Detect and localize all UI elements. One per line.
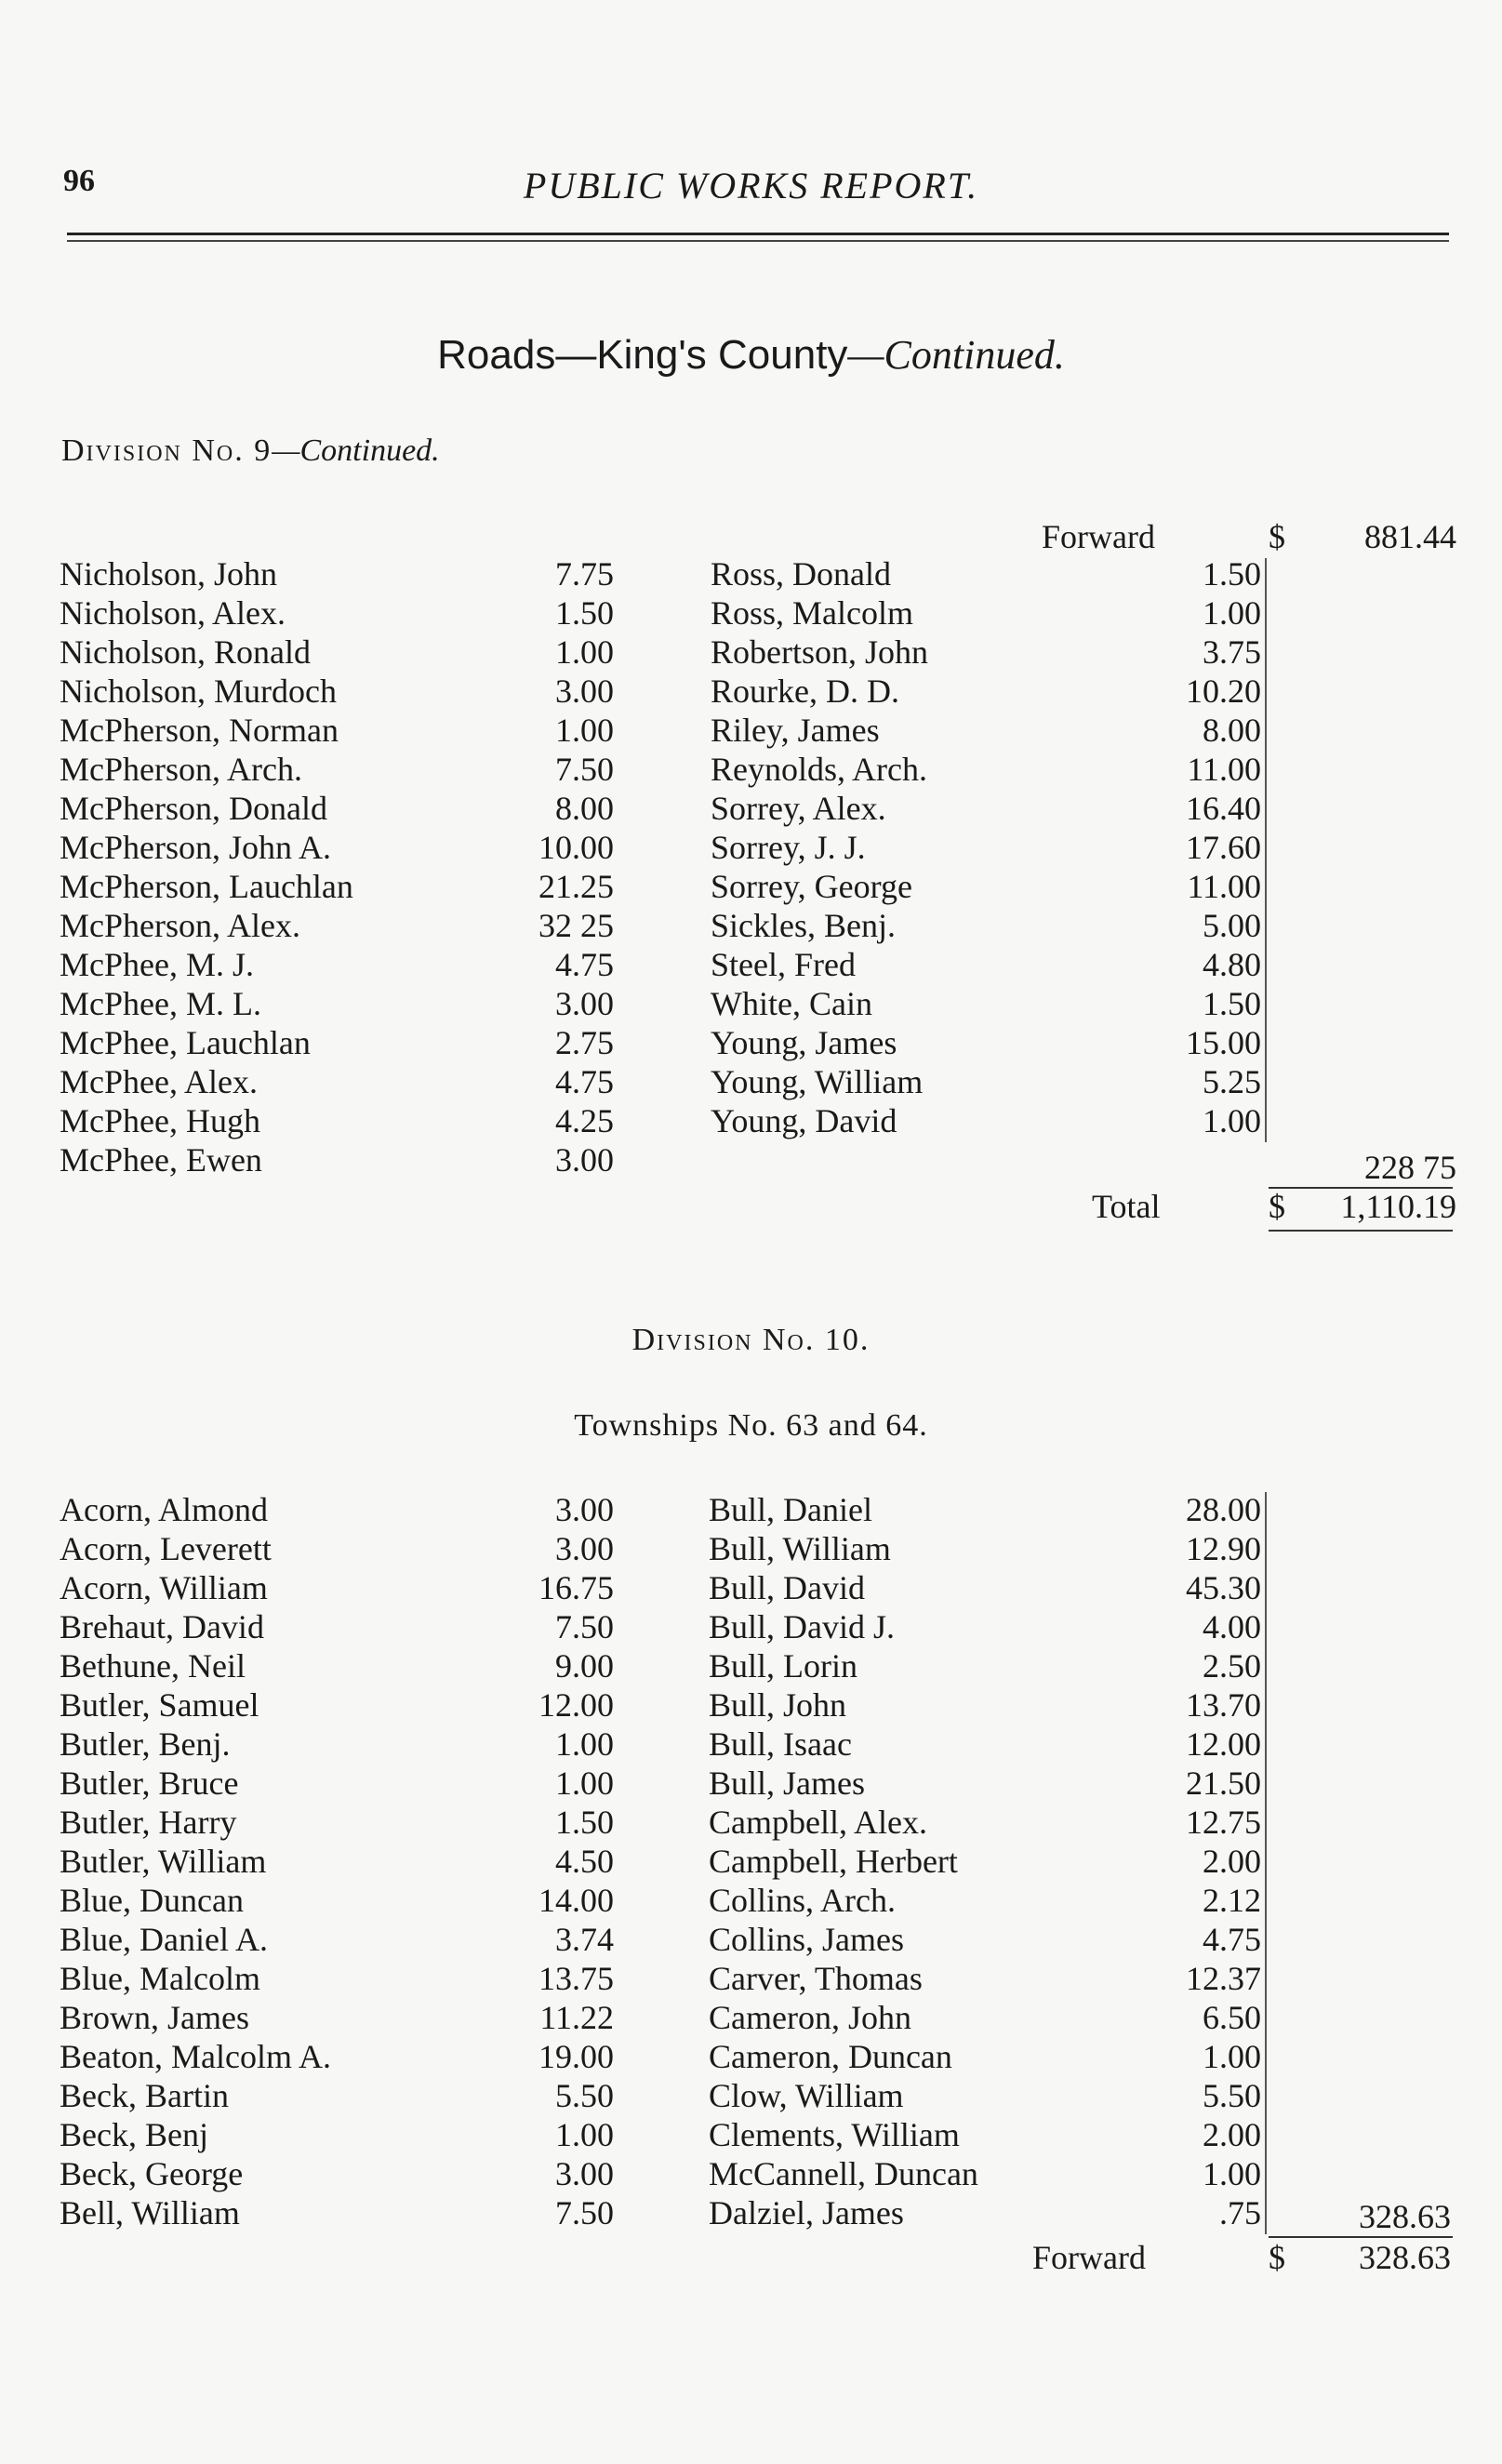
div9-column-rule — [1265, 558, 1267, 1142]
division-9-heading-text: Division No. 9 — [61, 433, 272, 468]
entry-amount: 1.00 — [1203, 2038, 1261, 2075]
entry-amount: 2.50 — [1203, 1647, 1261, 1685]
entry-name: Bull, David J. — [709, 1608, 896, 1645]
entry-amount: 2.75 — [555, 1024, 614, 1061]
entry-name: Butler, Harry — [60, 1804, 237, 1841]
entry-name: Blue, Duncan — [60, 1882, 244, 1919]
entry-name: McPhee, Alex. — [60, 1063, 258, 1100]
section-title-main: Roads—King's County — [437, 332, 848, 378]
entry-amount: 21.25 — [538, 868, 614, 905]
entry-name: Bell, William — [60, 2194, 240, 2231]
div9-total-label: Total — [1092, 1188, 1161, 1225]
division-9-heading-suffix: —Continued. — [272, 433, 440, 468]
entry-name: Nicholson, Ronald — [60, 633, 311, 671]
entry-amount: 7.50 — [555, 2194, 614, 2231]
entry-name: McPhee, M. L. — [60, 985, 261, 1022]
entry-amount: 1.00 — [555, 712, 614, 749]
entry-name: Collins, Arch. — [709, 1882, 897, 1919]
entry-name: Robertson, John — [711, 633, 928, 671]
entry-name: Nicholson, John — [60, 555, 277, 593]
entry-name: Sorrey, George — [711, 868, 912, 905]
div9-total-rule — [1269, 1230, 1453, 1232]
entry-name: Bethune, Neil — [60, 1647, 246, 1685]
entry-amount: 1.00 — [555, 2116, 614, 2153]
div10-forward-amount: 328.63 — [1359, 2239, 1451, 2276]
entry-name: Campbell, Alex. — [709, 1804, 927, 1841]
entry-name: McPhee, Lauchlan — [60, 1024, 311, 1061]
entry-amount: 4.25 — [555, 1102, 614, 1139]
entry-amount: 3.75 — [1203, 633, 1261, 671]
entry-amount: 1.00 — [555, 1725, 614, 1763]
entry-name: Nicholson, Murdoch — [60, 673, 337, 710]
div9-forward-amount: 881.44 — [1364, 518, 1456, 555]
div9-forward-label: Forward — [1042, 518, 1155, 555]
entry-amount: 8.00 — [555, 790, 614, 827]
entry-name: Acorn, Leverett — [60, 1530, 272, 1567]
entry-amount: 16.75 — [538, 1569, 614, 1606]
entry-name: Cameron, Duncan — [709, 2038, 952, 2075]
entry-amount: 2.00 — [1203, 2116, 1261, 2153]
entry-amount: 3.00 — [555, 1491, 614, 1528]
entry-name: Sickles, Benj. — [711, 907, 896, 944]
entry-amount: 6.50 — [1203, 1999, 1261, 2036]
entry-amount: 12.75 — [1186, 1804, 1261, 1841]
entry-name: Young, William — [711, 1063, 924, 1100]
entry-name: McPherson, Norman — [60, 712, 339, 749]
entry-amount: 4.75 — [555, 946, 614, 983]
entry-name: Sorrey, J. J. — [711, 829, 866, 866]
div10-forward-dollar: $ — [1269, 2239, 1285, 2276]
entry-name: Bull, David — [709, 1569, 865, 1606]
entry-name: Sorrey, Alex. — [711, 790, 886, 827]
entry-name: Butler, Benj. — [60, 1725, 231, 1763]
entry-name: Nicholson, Alex. — [60, 594, 286, 632]
entry-name: Brown, James — [60, 1999, 249, 2036]
entry-name: Bull, Daniel — [709, 1491, 872, 1528]
entry-amount: 17.60 — [1186, 829, 1261, 866]
entry-name: Acorn, William — [60, 1569, 268, 1606]
entry-amount: 4.00 — [1203, 1608, 1261, 1645]
div9-subtotal: 228 75 — [1364, 1149, 1456, 1186]
entry-name: Carver, Thomas — [709, 1960, 923, 1997]
entry-name: Reynolds, Arch. — [711, 751, 927, 788]
entry-amount: 7.75 — [555, 555, 614, 593]
div9-total-dollar: $ — [1269, 1188, 1285, 1225]
entry-amount: 1.00 — [1203, 594, 1261, 632]
entry-name: McPherson, Donald — [60, 790, 327, 827]
entry-amount: 12.00 — [538, 1686, 614, 1724]
entry-amount: 11.00 — [1187, 868, 1261, 905]
entry-amount: 5.25 — [1203, 1063, 1261, 1100]
entry-amount: 10.00 — [538, 829, 614, 866]
div9-total-amount: 1,110.19 — [1340, 1188, 1456, 1225]
entry-amount: 5.00 — [1203, 907, 1261, 944]
entry-name: Rourke, D. D. — [711, 673, 899, 710]
entry-name: McPhee, M. J. — [60, 946, 254, 983]
entry-name: White, Cain — [711, 985, 872, 1022]
entry-name: Young, David — [711, 1102, 897, 1139]
entry-amount: 16.40 — [1186, 790, 1261, 827]
entry-name: Ross, Malcolm — [711, 594, 914, 632]
entry-amount: 13.75 — [538, 1960, 614, 1997]
entry-amount: .75 — [1219, 2194, 1261, 2231]
entry-name: Riley, James — [711, 712, 880, 749]
entry-name: Ross, Donald — [711, 555, 892, 593]
entry-amount: 3.00 — [555, 985, 614, 1022]
header-rule — [67, 233, 1449, 235]
entry-name: McPherson, Arch. — [60, 751, 302, 788]
entry-name: Beck, Benj — [60, 2116, 208, 2153]
entry-name: McCannell, Duncan — [709, 2155, 978, 2192]
entry-name: Bull, James — [709, 1765, 865, 1802]
section-title — [0, 331, 1502, 379]
section-title-suffix: —Continued. — [847, 332, 1065, 378]
entry-name: Blue, Daniel A. — [60, 1921, 268, 1958]
div10-subtotal: 328.63 — [1359, 2198, 1451, 2235]
entry-name: Butler, Samuel — [60, 1686, 259, 1724]
entry-name: McPherson, Alex. — [60, 907, 300, 944]
entry-amount: 1.00 — [555, 633, 614, 671]
entry-name: Clow, William — [709, 2077, 904, 2114]
entry-amount: 28.00 — [1186, 1491, 1261, 1528]
entry-amount: 1.00 — [555, 1765, 614, 1802]
entry-amount: 2.12 — [1203, 1882, 1261, 1919]
entry-amount: 1.50 — [1203, 985, 1261, 1022]
entry-amount: 3.00 — [555, 2155, 614, 2192]
entry-name: Bull, Lorin — [709, 1647, 857, 1685]
entry-name: McPhee, Ewen — [60, 1141, 262, 1179]
entry-amount: 1.50 — [555, 1804, 614, 1841]
entry-amount: 3.74 — [555, 1921, 614, 1958]
division-9-heading — [61, 433, 440, 469]
entry-amount: 5.50 — [1203, 2077, 1261, 2114]
div10-column-rule — [1265, 1492, 1267, 2234]
entry-amount: 7.50 — [555, 1608, 614, 1645]
entry-name: Cameron, John — [709, 1999, 911, 2036]
header-rule-thin — [67, 240, 1449, 242]
entry-amount: 3.00 — [555, 1141, 614, 1179]
entry-amount: 1.50 — [555, 594, 614, 632]
entry-name: Blue, Malcolm — [60, 1960, 260, 1997]
entry-amount: 1.00 — [1203, 1102, 1261, 1139]
entry-amount: 12.37 — [1186, 1960, 1261, 1997]
entry-name: Butler, Bruce — [60, 1765, 239, 1802]
division-10-heading: Division No. 10. — [631, 1323, 871, 1357]
entry-name: Bull, William — [709, 1530, 891, 1567]
entry-amount: 2.00 — [1203, 1843, 1261, 1880]
page-number: 96 — [63, 164, 95, 198]
entry-name: Steel, Fred — [711, 946, 856, 983]
entry-name: Butler, William — [60, 1843, 267, 1880]
entry-name: McPherson, Lauchlan — [60, 868, 353, 905]
entry-amount: 4.75 — [1203, 1921, 1261, 1958]
entry-amount: 12.00 — [1186, 1725, 1261, 1763]
entry-name: Brehaut, David — [60, 1608, 264, 1645]
entry-amount: 1.50 — [1203, 555, 1261, 593]
entry-name: Acorn, Almond — [60, 1491, 268, 1528]
entry-amount: 15.00 — [1186, 1024, 1261, 1061]
entry-amount: 3.00 — [555, 673, 614, 710]
entry-amount: 9.00 — [555, 1647, 614, 1685]
running-title: PUBLIC WORKS REPORT. — [523, 165, 979, 206]
entry-amount: 4.80 — [1203, 946, 1261, 983]
entry-name: Beaton, Malcolm A. — [60, 2038, 331, 2075]
div9-forward-dollar: $ — [1269, 518, 1285, 555]
entry-name: Bull, Isaac — [709, 1725, 852, 1763]
entry-name: Bull, John — [709, 1686, 847, 1724]
entry-name: Beck, Bartin — [60, 2077, 229, 2114]
entry-name: Clements, William — [709, 2116, 960, 2153]
entry-amount: 32 25 — [538, 907, 614, 944]
div10-forward-label: Forward — [1032, 2239, 1146, 2276]
entry-amount: 11.00 — [1187, 751, 1261, 788]
entry-amount: 19.00 — [538, 2038, 614, 2075]
entry-amount: 45.30 — [1186, 1569, 1261, 1606]
entry-name: Young, James — [711, 1024, 897, 1061]
entry-amount: 4.50 — [555, 1843, 614, 1880]
entry-amount: 13.70 — [1186, 1686, 1261, 1724]
entry-amount: 5.50 — [555, 2077, 614, 2114]
entry-amount: 11.22 — [539, 1999, 614, 2036]
entry-name: Collins, James — [709, 1921, 905, 1958]
entry-name: McPhee, Hugh — [60, 1102, 260, 1139]
entry-name: Beck, George — [60, 2155, 244, 2192]
entry-name: McPherson, John A. — [60, 829, 332, 866]
division-10-subheading: Townships No. 63 and 64. — [574, 1408, 928, 1443]
entry-amount: 21.50 — [1186, 1765, 1261, 1802]
entry-amount: 7.50 — [555, 751, 614, 788]
entry-amount: 14.00 — [538, 1882, 614, 1919]
entry-amount: 10.20 — [1186, 673, 1261, 710]
entry-amount: 1.00 — [1203, 2155, 1261, 2192]
entry-amount: 3.00 — [555, 1530, 614, 1567]
entry-amount: 4.75 — [555, 1063, 614, 1100]
entry-name: Dalziel, James — [709, 2194, 904, 2231]
entry-name: Campbell, Herbert — [709, 1843, 958, 1880]
entry-amount: 12.90 — [1186, 1530, 1261, 1567]
entry-amount: 8.00 — [1203, 712, 1261, 749]
